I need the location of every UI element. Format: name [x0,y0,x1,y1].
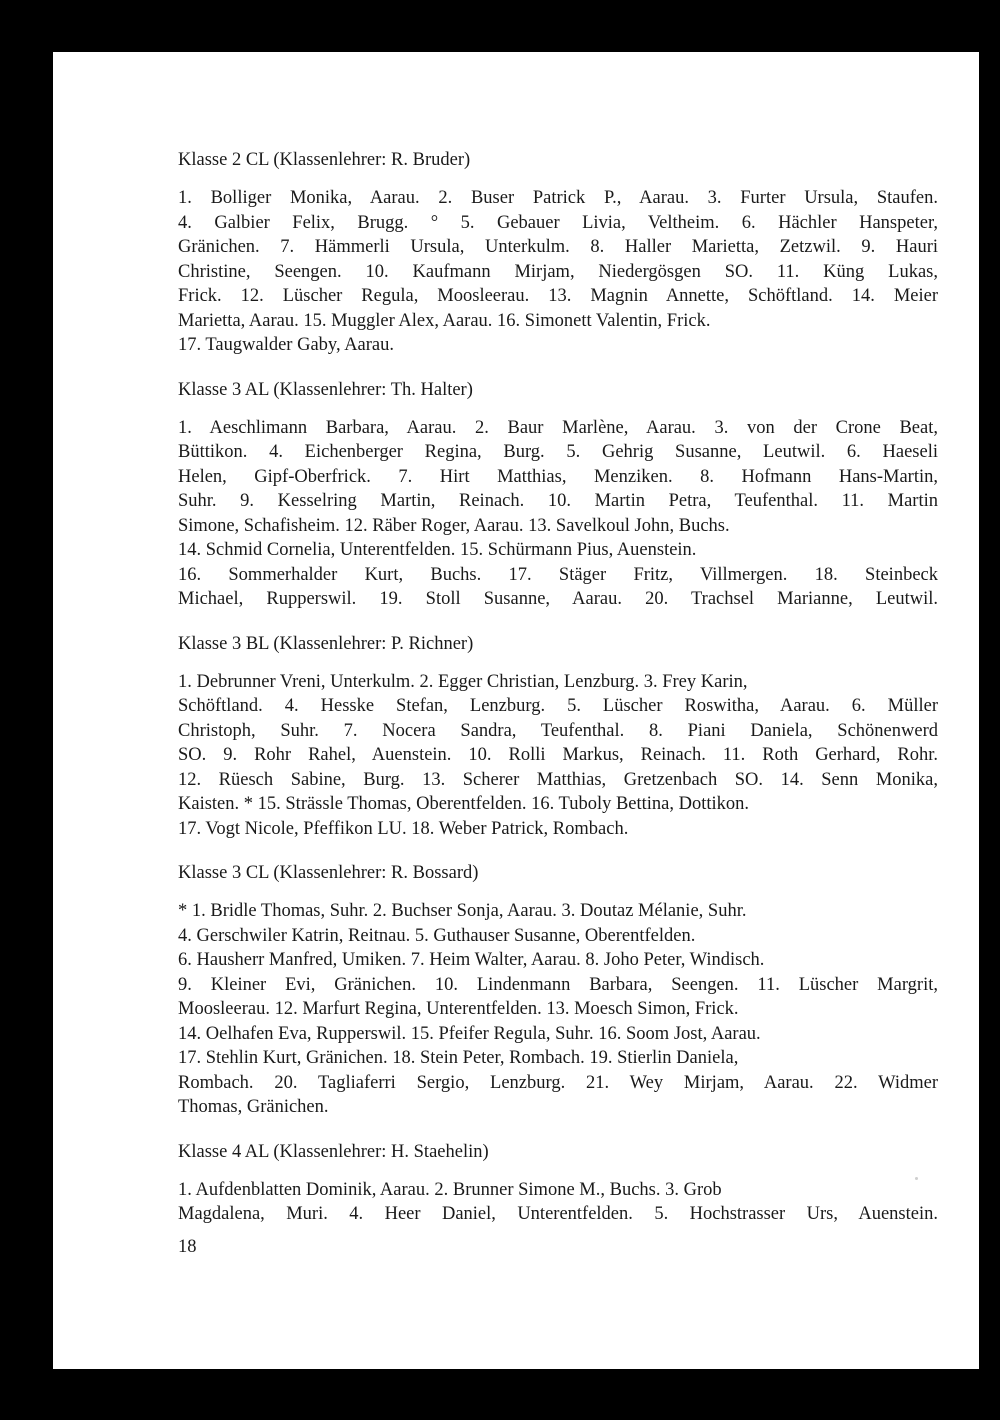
text-line: 1. Aeschlimann Barbara, Aarau. 2. Baur Marlène, Aarau. 3. von der Crone Beat, [178,417,938,438]
text-line: 1. Aufdenblatten Dominik, Aarau. 2. Brunner Simone M., Buchs. 3. Grob [178,1179,722,1200]
section-heading: Klasse 3 AL (Klassenlehrer: Th. Halter) [178,379,473,400]
text-line: 16. Sommerhalder Kurt, Buchs. 17. Stäger Fritz, Villmergen. 18. Steinbeck [178,564,938,585]
page-number: 18 [178,1237,197,1257]
paper-speck [915,1177,918,1180]
text-line: Moosleerau. 12. Marfurt Regina, Unterentfelden. 13. Moesch Simon, Frick. [178,999,739,1019]
text-line: 12. Rüesch Sabine, Burg. 13. Scherer Matthias, Gretzenbach SO. 14. Senn Monika, [178,769,938,790]
text-line: 14. Oelhafen Eva, Rupperswil. 15. Pfeifer Regula, Suhr. 16. Soom Jost, Aarau. [178,1023,761,1044]
text-line: Christoph, Suhr. 7. Nocera Sandra, Teufenthal. 8. Piani Daniela, Schönenwerd [178,720,938,741]
text-line: Gränichen. 7. Hämmerli Ursula, Unterkulm. 8. Haller Marietta, Zetzwil. 9. Hauri [178,237,938,257]
text-line: 4. Galbier Felix, Brugg. ° 5. Gebauer Livia, Veltheim. 6. Hächler Hanspeter, [178,212,938,233]
text-line: 9. Kleiner Evi, Gränichen. 10. Lindenmann Barbara, Seengen. 11. Lüscher Margrit, [178,974,938,995]
student-list [178,670,938,842]
student-list [178,186,938,358]
text-line: Schöftland. 4. Hesske Stefan, Lenzburg. 5. Lüscher Roswitha, Aarau. 6. Müller [178,696,938,716]
document-page [53,52,979,1369]
text-line: Rombach. 20. Tagliaferri Sergio, Lenzburg. 21. Wey Mirjam, Aarau. 22. Widmer [178,1072,938,1093]
class-section [178,148,938,358]
text-line: Kaisten. * 15. Strässle Thomas, Oberentfelden. 16. Tuboly Bettina, Dottikon. [178,794,750,814]
section-heading: Klasse 4 AL (Klassenlehrer: H. Staehelin) [178,1141,489,1162]
section-heading: Klasse 3 BL (Klassenlehrer: P. Richner) [178,633,474,654]
class-section [178,1140,938,1227]
text-line: 4. Gerschwiler Katrin, Reitnau. 5. Guthauser Susanne, Oberentfelden. [178,925,696,946]
text-line: SO. 9. Rohr Rahel, Auenstein. 10. Rolli Markus, Reinach. 11. Roth Gerhard, Rohr. [178,745,938,765]
student-list [178,1178,938,1227]
section-heading: Klasse 2 CL (Klassenlehrer: R. Bruder) [178,150,471,170]
text-line: Helen, Gipf-Oberfrick. 7. Hirt Matthias, Menziken. 8. Hofmann Hans-Martin, [178,466,938,487]
text-line: Marietta, Aarau. 15. Muggler Alex, Aarau. 16. Simonett Valentin, Frick. [178,310,711,331]
student-list [178,899,938,1120]
text-line: Büttikon. 4. Eichenberger Regina, Burg. 5. Gehrig Susanne, Leutwil. 6. Haeseli [178,442,938,462]
text-line: 1. Debrunner Vreni, Unterkulm. 2. Egger Christian, Lenzburg. 3. Frey Karin, [178,671,748,692]
text-line: 6. Hausherr Manfred, Umiken. 7. Heim Walter, Aarau. 8. Joho Peter, Windisch. [178,950,765,970]
class-section [178,861,938,1120]
text-line: * 1. Bridle Thomas, Suhr. 2. Buchser Sonja, Aarau. 3. Doutaz Mélanie, Suhr. [178,901,747,921]
text-line: Michael, Rupperswil. 19. Stoll Susanne, Aarau. 20. Trachsel Marianne, Leutwil. [178,589,938,609]
text-line: 14. Schmid Cornelia, Unterentfelden. 15. Schürmann Pius, Auenstein. [178,540,697,560]
text-line: Christine, Seengen. 10. Kaufmann Mirjam, Niedergösgen SO. 11. Küng Lukas, [178,261,938,282]
class-section [178,632,938,842]
document-content [178,148,938,1247]
text-line: 1. Bolliger Monika, Aarau. 2. Buser Patrick P., Aarau. 3. Furter Ursula, Staufen. [178,188,938,208]
text-line: Simone, Schafisheim. 12. Räber Roger, Aarau. 13. Savelkoul John, Buchs. [178,515,730,536]
text-line: 17. Vogt Nicole, Pfeffikon LU. 18. Weber Patrick, Rombach. [178,818,629,839]
text-line: Magdalena, Muri. 4. Heer Daniel, Unterentfelden. 5. Hochstrasser Urs, Auenstein. [178,1204,938,1224]
text-line: 17. Stehlin Kurt, Gränichen. 18. Stein Peter, Rombach. 19. Stierlin Daniela, [178,1048,739,1068]
section-heading: Klasse 3 CL (Klassenlehrer: R. Bossard) [178,863,479,883]
text-line: Frick. 12. Lüscher Regula, Moosleerau. 13. Magnin Annette, Schöftland. 14. Meier [178,286,938,306]
text-line: Thomas, Gränichen. [178,1097,329,1117]
text-line: Suhr. 9. Kesselring Martin, Reinach. 10. Martin Petra, Teufenthal. 11. Martin [178,491,938,511]
student-list [178,416,938,612]
class-section [178,378,938,612]
text-line: 17. Taugwalder Gaby, Aarau. [178,335,395,355]
